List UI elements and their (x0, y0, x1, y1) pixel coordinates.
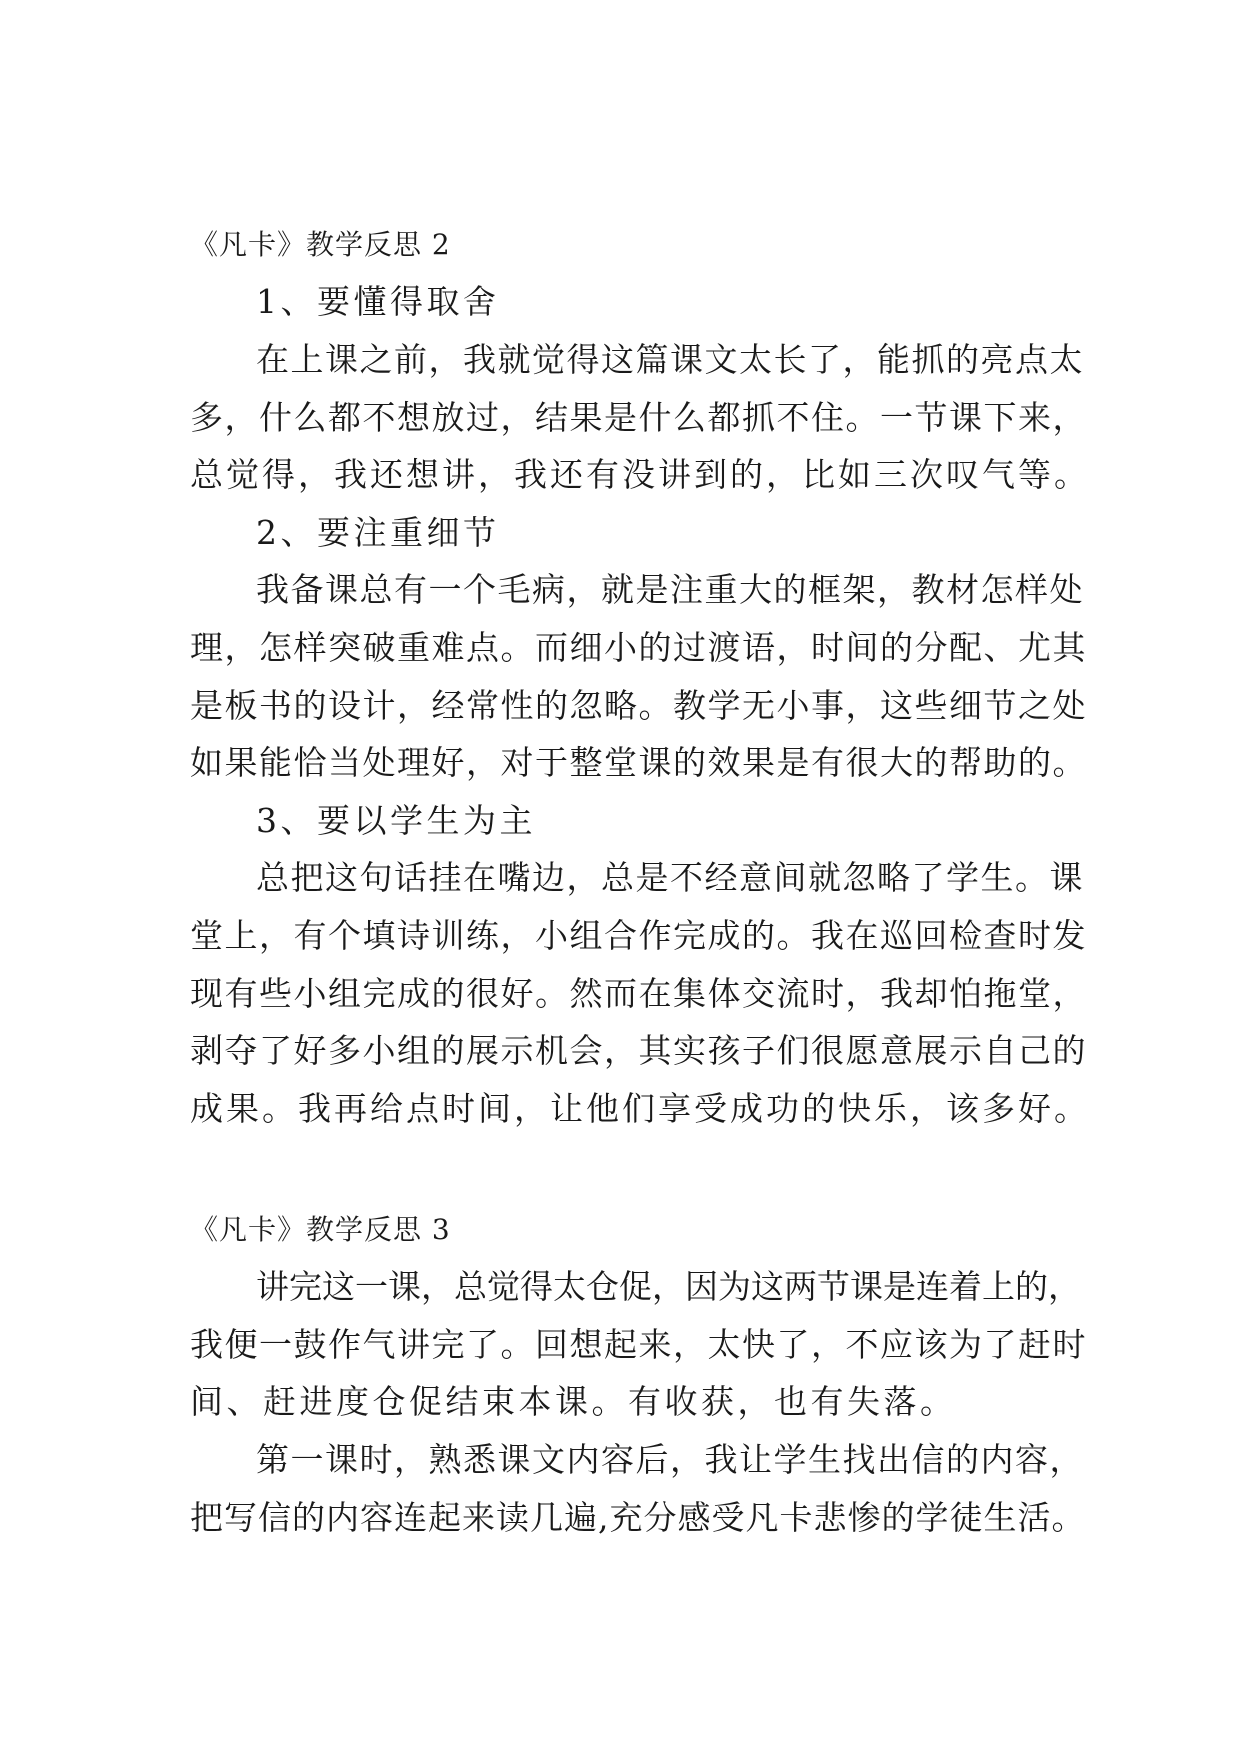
paragraph-line: 堂上，有个填诗训练，小组合作完成的。我在巡回检查时发 (190, 916, 1087, 955)
paragraph-line: 总把这句话挂在嘴边，总是不经意间就忽略了学生。课 (256, 858, 1084, 897)
paragraph-line: 多，什么都不想放过，结果是什么都抓不住。一节课下来， (190, 398, 1087, 437)
paragraph-line: 我便一鼓作气讲完了。回想起来，太快了，不应该为了赶时 (190, 1325, 1087, 1364)
paragraph-line: 我备课总有一个毛病，就是注重大的框架，教材怎样处 (256, 570, 1084, 609)
paragraph-line: 成果。我再给点时间，让他们享受成功的快乐，该多好。 (190, 1089, 1090, 1128)
paragraph-line: 剥夺了好多小组的展示机会，其实孩子们很愿意展示自己的 (190, 1031, 1087, 1070)
paragraph-line: 第一课时，熟悉课文内容后，我让学生找出信的内容， (256, 1440, 1084, 1479)
paragraph-line: 如果能恰当处理好，对于整堂课的效果是有很大的帮助的。 (190, 743, 1087, 782)
paragraph-line: 总觉得，我还想讲，我还有没讲到的，比如三次叹气等。 (190, 455, 1090, 494)
subheading: 1、要懂得取舍 (256, 282, 500, 321)
paragraph-line: 把写信的内容连起来读几遍,充分感受凡卡悲惨的学徒生活。 (190, 1498, 1086, 1537)
paragraph-line: 理，怎样突破重难点。而细小的过渡语，时间的分配、尤其 (190, 628, 1087, 667)
paragraph-line: 现有些小组完成的很好。然而在集体交流时，我却怕拖堂， (190, 974, 1087, 1013)
section-title: 《凡卡》教学反思 3 (190, 1213, 451, 1246)
section-title: 《凡卡》教学反思 2 (190, 228, 451, 261)
paragraph-line: 在上课之前，我就觉得这篇课文太长了，能抓的亮点太 (256, 340, 1084, 379)
paragraph-line: 讲完这一课，总觉得太仓促，因为这两节课是连着上的， (256, 1267, 1081, 1306)
subheading: 3、要以学生为主 (256, 801, 536, 840)
paragraph-line: 是板书的设计，经常性的忽略。教学无小事，这些细节之处 (190, 686, 1087, 725)
subheading: 2、要注重细节 (256, 513, 500, 552)
paragraph-line: 间、赶进度仓促结束本课。有收获，也有失落。 (190, 1382, 957, 1421)
